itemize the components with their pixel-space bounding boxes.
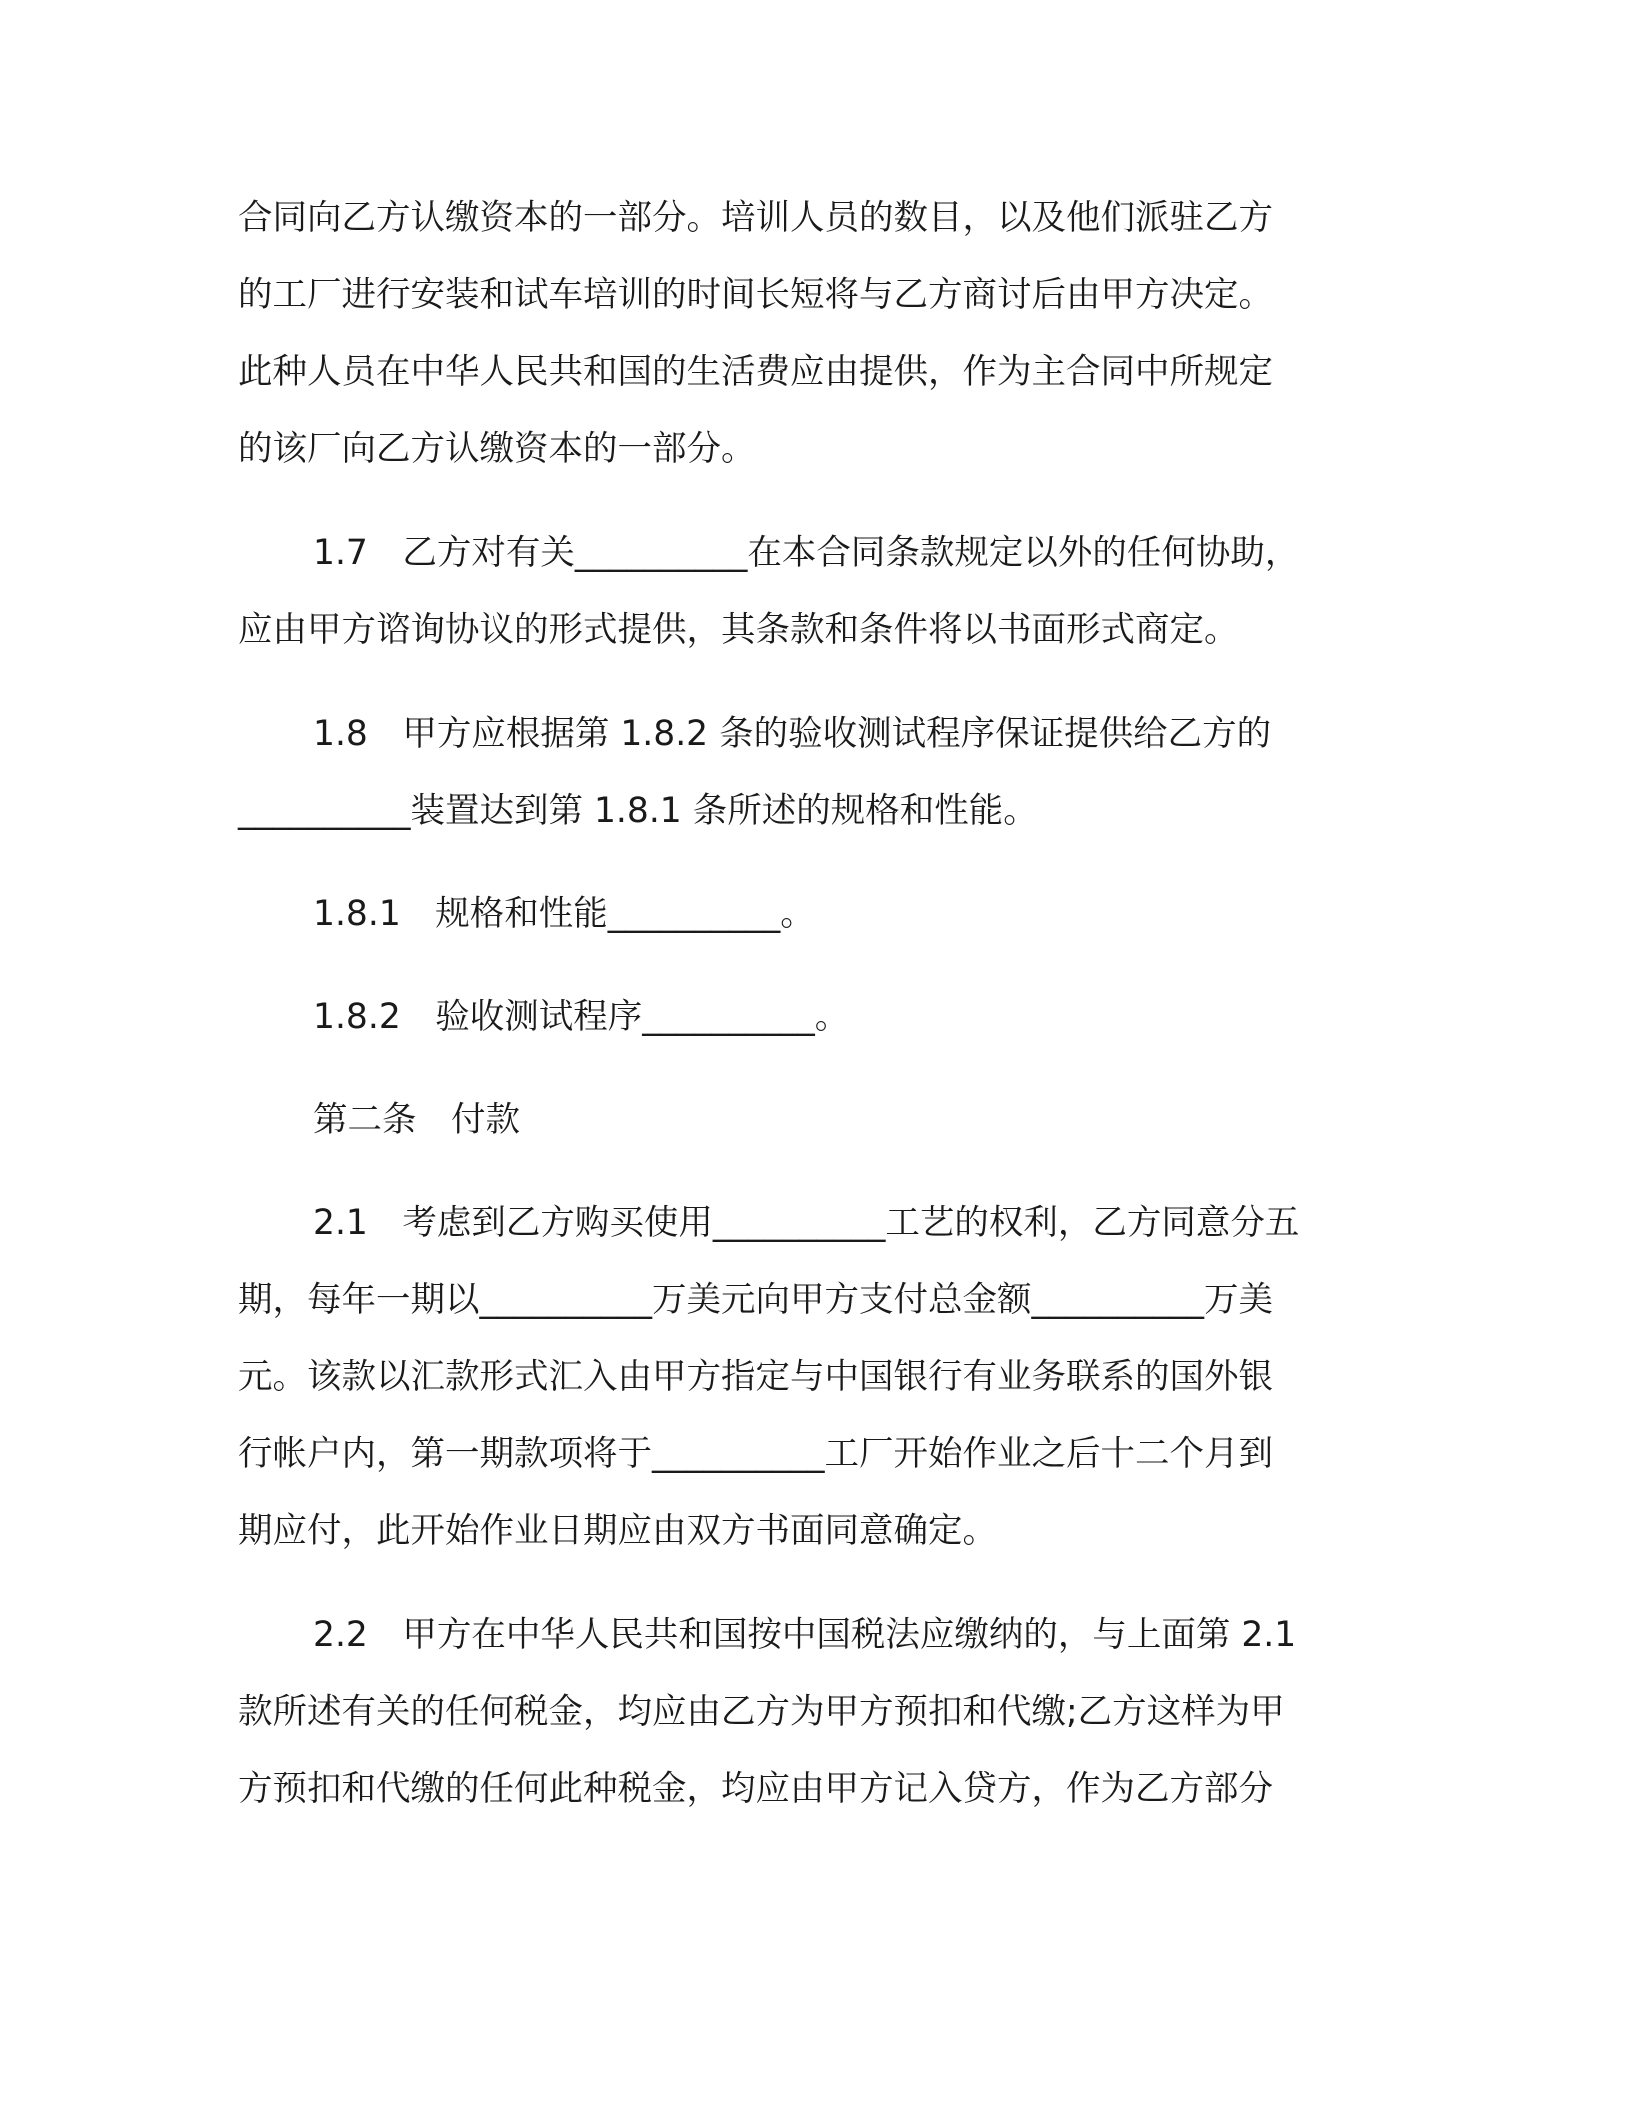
text-line: 合同向乙方认缴资本的一部分。培训人员的数目，以及他们派驻乙方 <box>238 198 1273 238</box>
text-line: 2.1 考虑到乙方购买使用__________工艺的权利，乙方同意分五 <box>313 1203 1300 1243</box>
clause-2-1 <box>238 1185 1398 1570</box>
text-line: 1.8.2 验收测试程序__________。 <box>313 997 850 1037</box>
text-line: 此种人员在中华人民共和国的生活费应由提供，作为主合同中所规定 <box>238 352 1273 392</box>
paragraph-training-personnel <box>238 180 1398 488</box>
text-line: 元。该款以汇款形式汇入由甲方指定与中国银行有业务联系的国外银 <box>238 1357 1273 1397</box>
text-line: 1.8 甲方应根据第 1.8.2 条的验收测试程序保证提供给乙方的 <box>313 714 1272 754</box>
text-line: 方预扣和代缴的任何此种税金，均应由甲方记入贷方，作为乙方部分 <box>238 1769 1273 1809</box>
text-line: 期，每年一期以__________万美元向甲方支付总金额__________万美 <box>238 1280 1273 1320</box>
text-line: 1.7 乙方对有关__________在本合同条款规定以外的任何协助， <box>313 533 1300 573</box>
text-line: 1.8.1 规格和性能__________。 <box>313 894 815 934</box>
text-line: 2.2 甲方在中华人民共和国按中国税法应缴纳的，与上面第 2.1 <box>313 1615 1297 1655</box>
clause-1-8-1 <box>238 876 1398 953</box>
text-line: 应由甲方谘询协议的形式提供，其条款和条件将以书面形式商定。 <box>238 610 1239 650</box>
clause-1-7 <box>238 515 1398 669</box>
text-line: __________装置达到第 1.8.1 条所述的规格和性能。 <box>238 791 1038 831</box>
text-line: 的该厂向乙方认缴资本的一部分。 <box>238 429 756 469</box>
clause-2-2 <box>238 1597 1398 1828</box>
clause-1-8 <box>238 696 1398 850</box>
text-line: 行帐户内，第一期款项将于__________工厂开始作业之后十二个月到 <box>238 1434 1273 1474</box>
article-2-heading <box>238 1082 1398 1159</box>
text-line: 期应付，此开始作业日期应由双方书面同意确定。 <box>238 1511 997 1551</box>
text-line: 的工厂进行安装和试车培训的时间长短将与乙方商讨后由甲方决定。 <box>238 275 1273 315</box>
text-line: 款所述有关的任何税金，均应由乙方为甲方预扣和代缴;乙方这样为甲 <box>238 1692 1285 1732</box>
article-heading: 第二条 付款 <box>313 1100 520 1140</box>
document-body <box>238 180 1398 1828</box>
clause-1-8-2 <box>238 979 1398 1056</box>
